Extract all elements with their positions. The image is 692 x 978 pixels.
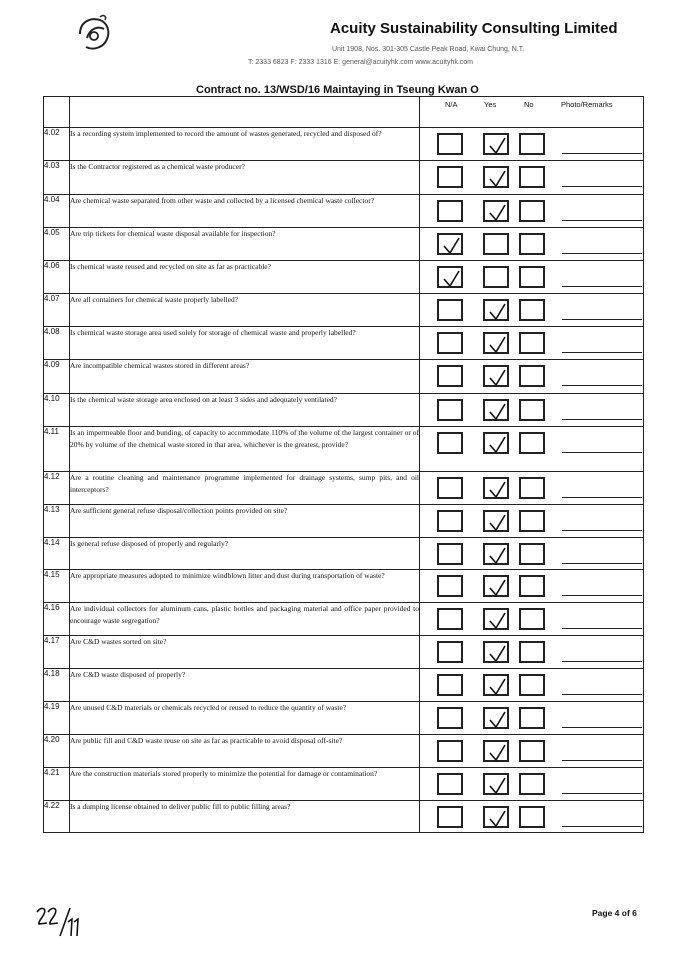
na-checkbox[interactable]	[437, 266, 463, 288]
remarks-line[interactable]	[562, 793, 642, 794]
yes-checkbox[interactable]	[483, 773, 509, 795]
item-number: 4.18	[44, 669, 70, 702]
answer-cell	[420, 128, 644, 161]
item-question: Is the Contractor registered as a chemical waste producer?	[70, 161, 420, 195]
item-question: Are appropriate measures adopted to minimize windblown litter and dust during transportation of waste?	[70, 570, 420, 603]
yes-checkbox[interactable]	[483, 674, 509, 696]
no-checkbox[interactable]	[519, 477, 545, 499]
no-checkbox[interactable]	[519, 266, 545, 288]
check-mark-icon	[488, 547, 508, 565]
table-row	[44, 735, 644, 768]
item-number: 4.19	[44, 702, 70, 735]
table-row	[44, 472, 644, 505]
na-checkbox[interactable]	[437, 806, 463, 828]
na-checkbox[interactable]	[437, 543, 463, 565]
yes-checkbox[interactable]	[483, 543, 509, 565]
remarks-line[interactable]	[562, 497, 642, 498]
item-number: 4.06	[44, 261, 70, 294]
answer-cell	[420, 360, 644, 394]
item-question: Is chemical waste storage area used solely for storage of chemical waste and properly labelled?	[70, 327, 420, 360]
item-number: 4.12	[44, 472, 70, 505]
answer-cell	[420, 538, 644, 570]
yes-checkbox[interactable]	[483, 399, 509, 421]
na-checkbox[interactable]	[437, 200, 463, 222]
table-row	[44, 360, 644, 394]
contract-title: Contract no. 13/WSD/16 Maintaying in Tseung Kwan O	[196, 84, 479, 96]
na-checkbox[interactable]	[437, 432, 463, 454]
answer-cell	[420, 294, 644, 327]
answer-cell	[420, 669, 644, 702]
check-mark-icon	[488, 436, 508, 454]
table-row	[44, 195, 644, 228]
check-mark-icon	[488, 711, 508, 729]
answer-cell	[420, 327, 644, 360]
table-row	[44, 801, 644, 833]
check-mark-icon	[488, 481, 508, 499]
yes-checkbox[interactable]	[483, 299, 509, 321]
check-mark-icon	[488, 678, 508, 696]
na-checkbox[interactable]	[437, 299, 463, 321]
remarks-line[interactable]	[562, 563, 642, 564]
table-row	[44, 669, 644, 702]
remarks-line[interactable]	[562, 153, 642, 154]
item-number: 4.22	[44, 801, 70, 833]
na-checkbox[interactable]	[437, 166, 463, 188]
table-row	[44, 161, 644, 195]
remarks-line[interactable]	[562, 760, 642, 761]
na-checkbox[interactable]	[437, 365, 463, 387]
yes-checkbox[interactable]	[483, 365, 509, 387]
item-number: 4.02	[44, 128, 70, 161]
answer-cell	[420, 768, 644, 801]
column-no-label: No	[524, 100, 534, 109]
column-yes-label: Yes	[484, 100, 497, 109]
item-number: 4.13	[44, 505, 70, 538]
remarks-line[interactable]	[562, 727, 642, 728]
na-checkbox[interactable]	[437, 233, 463, 255]
check-mark-icon	[442, 237, 462, 255]
no-checkbox[interactable]	[519, 806, 545, 828]
answer-cell	[420, 636, 644, 669]
item-number: 4.08	[44, 327, 70, 360]
remarks-line[interactable]	[562, 826, 642, 827]
yes-checkbox[interactable]	[483, 266, 509, 288]
company-contact: T: 2333 6823 F: 2333 1316 E: general@acuityhk.com www.acuityhk.com	[248, 59, 474, 66]
remarks-line[interactable]	[562, 595, 642, 596]
check-mark-icon	[488, 612, 508, 630]
table-row	[44, 570, 644, 603]
item-question: Are all containers for chemical waste properly labelled?	[70, 294, 420, 327]
na-checkbox[interactable]	[437, 133, 463, 155]
item-question: Is chemical waste reused and recycled on site as far as practicable?	[70, 261, 420, 294]
table-row	[44, 427, 644, 472]
answer-cell	[420, 394, 644, 427]
remarks-line[interactable]	[562, 220, 642, 221]
header-num-cell	[44, 97, 70, 128]
remarks-line[interactable]	[562, 694, 642, 695]
yes-checkbox[interactable]	[483, 432, 509, 454]
table-row	[44, 768, 644, 801]
remarks-line[interactable]	[562, 352, 642, 353]
item-question: Is an impermeable floor and bunding, of capacity to accommodate 110% of the volume of the largest container or of 20% by volume of the chemical waste stored in that area, whichever is the greatest, provide?	[70, 427, 420, 472]
check-mark-icon	[488, 579, 508, 597]
answer-cell	[420, 735, 644, 768]
remarks-line[interactable]	[562, 661, 642, 662]
no-checkbox[interactable]	[519, 399, 545, 421]
item-question: Is a recording system implemented to record the amount of wastes generated, recycled and disposed of?	[70, 128, 420, 161]
na-checkbox[interactable]	[437, 641, 463, 663]
yes-checkbox[interactable]	[483, 332, 509, 354]
no-checkbox[interactable]	[519, 740, 545, 762]
yes-checkbox[interactable]	[483, 200, 509, 222]
no-checkbox[interactable]	[519, 432, 545, 454]
answer-cell	[420, 603, 644, 636]
header-checks-cell	[420, 97, 644, 128]
item-question: Are public fill and C&D waste reuse on site as far as practicable to avoid disposal off-site?	[70, 735, 420, 768]
remarks-line[interactable]	[562, 530, 642, 531]
item-question: Is a dumping license obtained to deliver public fill to public filling areas?	[70, 801, 420, 833]
remarks-line[interactable]	[562, 186, 642, 187]
check-mark-icon	[442, 270, 462, 288]
column-remarks-label: Photo/Remarks	[561, 100, 613, 109]
answer-cell	[420, 570, 644, 603]
remarks-line[interactable]	[562, 628, 642, 629]
table-header-row	[44, 97, 644, 128]
check-mark-icon	[488, 744, 508, 762]
no-checkbox[interactable]	[519, 707, 545, 729]
no-checkbox[interactable]	[519, 543, 545, 565]
check-mark-icon	[488, 336, 508, 354]
no-checkbox[interactable]	[519, 510, 545, 532]
page-number: Page 4 of 6	[592, 908, 637, 918]
remarks-line[interactable]	[562, 452, 642, 453]
no-checkbox[interactable]	[519, 233, 545, 255]
check-mark-icon	[488, 810, 508, 828]
no-checkbox[interactable]	[519, 133, 545, 155]
yes-checkbox[interactable]	[483, 477, 509, 499]
check-mark-icon	[488, 303, 508, 321]
no-checkbox[interactable]	[519, 332, 545, 354]
item-number: 4.15	[44, 570, 70, 603]
item-number: 4.10	[44, 394, 70, 427]
table-row	[44, 538, 644, 570]
na-checkbox[interactable]	[437, 332, 463, 354]
remarks-line[interactable]	[562, 319, 642, 320]
no-checkbox[interactable]	[519, 299, 545, 321]
item-question: Are a routine cleaning and maintenance programme implemented for drainage systems, sump pits, and oil interceptors?	[70, 472, 420, 505]
item-question: Are sufficient general refuse disposal/collection points provided on site?	[70, 505, 420, 538]
item-question: Is general refuse disposed of properly and regularly?	[70, 538, 420, 570]
yes-checkbox[interactable]	[483, 740, 509, 762]
checklist-table	[43, 96, 644, 833]
item-question: Are incompatible chemical wastes stored in different areas?	[70, 360, 420, 394]
item-question: Are C&D waste disposed of properly?	[70, 669, 420, 702]
check-mark-icon	[488, 514, 508, 532]
company-address: Unit 1908, Nos. 301-305 Castle Peak Road, Kwai Chung, N.T.	[332, 46, 525, 53]
check-mark-icon	[488, 777, 508, 795]
no-checkbox[interactable]	[519, 641, 545, 663]
na-checkbox[interactable]	[437, 575, 463, 597]
item-number: 4.14	[44, 538, 70, 570]
na-checkbox[interactable]	[437, 399, 463, 421]
table-row	[44, 294, 644, 327]
yes-checkbox[interactable]	[483, 575, 509, 597]
check-mark-icon	[488, 170, 508, 188]
no-checkbox[interactable]	[519, 575, 545, 597]
table-row	[44, 228, 644, 261]
item-question: Are chemical waste separated from other waste and collected by a licensed chemical waste collector?	[70, 195, 420, 228]
company-logo-icon	[74, 14, 114, 54]
item-question: Are C&D wastes sorted on site?	[70, 636, 420, 669]
item-question: Are individual collectors for aluminum cans, plastic bottles and packaging material and office paper provided to encourage waste segregation?	[70, 603, 420, 636]
no-checkbox[interactable]	[519, 773, 545, 795]
na-checkbox[interactable]	[437, 674, 463, 696]
answer-cell	[420, 261, 644, 294]
item-question: Are the construction materials stored properly to minimize the potential for damage or contamination?	[70, 768, 420, 801]
no-checkbox[interactable]	[519, 166, 545, 188]
na-checkbox[interactable]	[437, 608, 463, 630]
check-mark-icon	[488, 645, 508, 663]
answer-cell	[420, 472, 644, 505]
item-number: 4.17	[44, 636, 70, 669]
handwritten-signature	[34, 904, 84, 938]
na-checkbox[interactable]	[437, 707, 463, 729]
yes-checkbox[interactable]	[483, 510, 509, 532]
no-checkbox[interactable]	[519, 674, 545, 696]
answer-cell	[420, 702, 644, 735]
yes-checkbox[interactable]	[483, 707, 509, 729]
item-number: 4.07	[44, 294, 70, 327]
yes-checkbox[interactable]	[483, 133, 509, 155]
column-na-label: N/A	[445, 100, 458, 109]
table-row	[44, 636, 644, 669]
item-number: 4.21	[44, 768, 70, 801]
na-checkbox[interactable]	[437, 477, 463, 499]
table-row	[44, 128, 644, 161]
item-question: Are trip tickets for chemical waste disposal available for inspection?	[70, 228, 420, 261]
yes-checkbox[interactable]	[483, 641, 509, 663]
yes-checkbox[interactable]	[483, 608, 509, 630]
na-checkbox[interactable]	[437, 773, 463, 795]
answer-cell	[420, 427, 644, 472]
answer-cell	[420, 228, 644, 261]
remarks-line[interactable]	[562, 253, 642, 254]
remarks-line[interactable]	[562, 385, 642, 386]
table-row	[44, 603, 644, 636]
item-number: 4.05	[44, 228, 70, 261]
remarks-line[interactable]	[562, 419, 642, 420]
check-mark-icon	[488, 369, 508, 387]
item-number: 4.04	[44, 195, 70, 228]
check-mark-icon	[488, 204, 508, 222]
table-row	[44, 327, 644, 360]
no-checkbox[interactable]	[519, 200, 545, 222]
item-number: 4.09	[44, 360, 70, 394]
na-checkbox[interactable]	[437, 510, 463, 532]
yes-checkbox[interactable]	[483, 233, 509, 255]
remarks-line[interactable]	[562, 286, 642, 287]
item-number: 4.11	[44, 427, 70, 472]
answer-cell	[420, 195, 644, 228]
answer-cell	[420, 505, 644, 538]
item-number: 4.16	[44, 603, 70, 636]
item-question: Is the chemical waste storage area enclosed on at least 3 sides and adequately ventilated?	[70, 394, 420, 427]
table-row	[44, 261, 644, 294]
header-question-cell	[70, 97, 420, 128]
table-row	[44, 394, 644, 427]
yes-checkbox[interactable]	[483, 806, 509, 828]
yes-checkbox[interactable]	[483, 166, 509, 188]
no-checkbox[interactable]	[519, 365, 545, 387]
table-row	[44, 702, 644, 735]
check-mark-icon	[488, 403, 508, 421]
na-checkbox[interactable]	[437, 740, 463, 762]
no-checkbox[interactable]	[519, 608, 545, 630]
answer-cell	[420, 801, 644, 833]
item-number: 4.20	[44, 735, 70, 768]
item-question: Are unused C&D materials or chemicals recycled or reused to reduce the quantity of waste?	[70, 702, 420, 735]
item-number: 4.03	[44, 161, 70, 195]
company-name: Acuity Sustainability Consulting Limited	[330, 20, 618, 37]
answer-cell	[420, 161, 644, 195]
table-row	[44, 505, 644, 538]
check-mark-icon	[488, 137, 508, 155]
